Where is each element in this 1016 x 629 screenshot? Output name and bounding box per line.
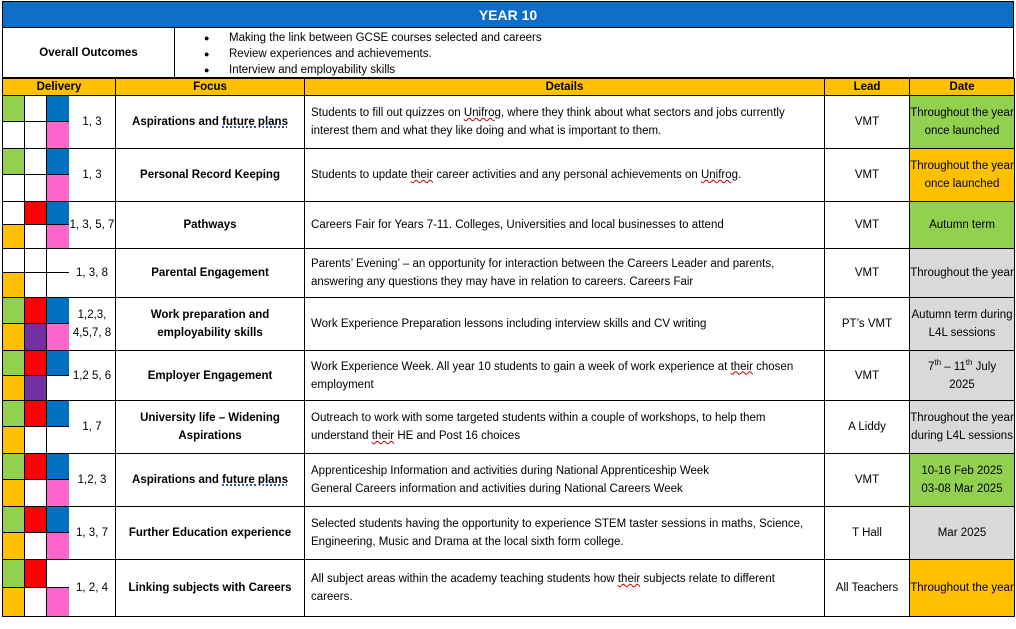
table-row bbox=[3, 202, 1015, 249]
date-part: 7 bbox=[927, 360, 935, 373]
delivery-swatch-green bbox=[3, 401, 25, 427]
focus-cell bbox=[116, 202, 305, 249]
delivery-swatch-blue bbox=[47, 202, 69, 225]
delivery-swatch-yellow bbox=[3, 225, 25, 248]
delivery-swatch-pink bbox=[47, 175, 69, 201]
delivery-swatch-blue bbox=[47, 351, 69, 376]
delivery-codes: 1, 3, 7 bbox=[69, 507, 116, 560]
date-cell: Throughout the year once launched bbox=[910, 96, 1015, 149]
details-cell bbox=[305, 454, 825, 507]
focus-cell bbox=[116, 96, 305, 149]
delivery-colour-grid bbox=[3, 560, 69, 617]
delivery-swatch-green bbox=[3, 149, 25, 175]
delivery-colour-grid bbox=[3, 149, 69, 202]
delivery-codes: 1,2 5, 6 bbox=[69, 351, 116, 401]
delivery-swatch-red bbox=[25, 454, 47, 480]
delivery-swatch-green bbox=[3, 560, 25, 588]
delivery-swatch-white bbox=[3, 122, 25, 148]
delivery-swatch-white bbox=[25, 480, 47, 506]
table-row bbox=[3, 96, 1015, 149]
delivery-swatch-pink bbox=[47, 225, 69, 248]
delivery-swatch-white bbox=[47, 376, 69, 401]
delivery-swatch-blue bbox=[47, 507, 69, 533]
date-cell: Mar 2025 bbox=[910, 507, 1015, 560]
date-part: July bbox=[972, 360, 997, 373]
delivery-swatch-blue bbox=[47, 298, 69, 324]
delivery-swatch-red bbox=[25, 202, 47, 225]
delivery-swatch-green bbox=[3, 507, 25, 533]
delivery-swatch-white bbox=[25, 122, 47, 148]
delivery-codes: 1,2, 3 bbox=[69, 454, 116, 507]
delivery-swatch-yellow bbox=[3, 480, 25, 506]
details-cell bbox=[305, 249, 825, 298]
delivery-swatch-pink bbox=[47, 324, 69, 350]
delivery-swatch-yellow bbox=[3, 533, 25, 559]
delivery-swatch-yellow bbox=[3, 324, 25, 350]
delivery-colour-grid bbox=[3, 351, 69, 401]
delivery-swatch-blue bbox=[47, 454, 69, 480]
delivery-codes: 1, 3 bbox=[69, 96, 116, 149]
year-10-careers-plan bbox=[2, 1, 1014, 617]
details-text: Students to update their career activities and any personal achievements on Unifrog. bbox=[311, 169, 742, 181]
focus-label: Aspirations and future plans bbox=[132, 474, 288, 486]
delivery-swatch-purple bbox=[25, 324, 47, 350]
lead-cell: A Liddy bbox=[825, 401, 910, 454]
header-date: Date bbox=[910, 79, 1015, 96]
lead-cell: VMT bbox=[825, 249, 910, 298]
delivery-swatch-white bbox=[25, 175, 47, 201]
table-row bbox=[3, 507, 1015, 560]
date-line: 10-16 Feb 2025 bbox=[921, 465, 1003, 477]
date-line: 2025 bbox=[949, 378, 975, 391]
delivery-swatch-white bbox=[25, 533, 47, 559]
outcomes-list bbox=[175, 28, 542, 77]
focus-cell bbox=[116, 298, 305, 351]
details-text: Work Experience Week. All year 10 students to gain a week of work experience at their chosen employment bbox=[311, 360, 794, 391]
details-cell bbox=[305, 560, 825, 617]
lead-cell: VMT bbox=[825, 454, 910, 507]
header-delivery: Delivery bbox=[3, 79, 116, 96]
lead-cell: T Hall bbox=[825, 507, 910, 560]
focus-cell bbox=[116, 454, 305, 507]
delivery-swatch-white bbox=[25, 225, 47, 248]
focus-label: Pathways bbox=[183, 219, 237, 231]
focus-label: Parental Engagement bbox=[151, 267, 269, 279]
details-text: Work Experience Preparation lessons including interview skills and CV writing bbox=[311, 318, 707, 330]
delivery-codes: 1, 7 bbox=[69, 401, 116, 454]
table-row bbox=[3, 454, 1015, 507]
details-cell bbox=[305, 202, 825, 249]
lead-cell: VMT bbox=[825, 149, 910, 202]
details-cell bbox=[305, 507, 825, 560]
table-row bbox=[3, 149, 1015, 202]
page-title: YEAR 10 bbox=[2, 1, 1014, 28]
delivery-swatch-white bbox=[3, 175, 25, 201]
date-cell bbox=[910, 454, 1015, 507]
table-row bbox=[3, 351, 1015, 401]
focus-label: Employer Engagement bbox=[147, 369, 273, 382]
header-focus: Focus bbox=[116, 79, 305, 96]
delivery-colour-grid bbox=[3, 96, 69, 149]
table-row bbox=[3, 560, 1015, 617]
delivery-swatch-green bbox=[3, 298, 25, 324]
lead-cell: VMT bbox=[825, 96, 910, 149]
outcome-item: ● Interview and employability skills bbox=[175, 62, 542, 78]
delivery-swatch-white bbox=[47, 560, 69, 588]
details-cell bbox=[305, 401, 825, 454]
outcome-item: ● Review experiences and achievements. bbox=[175, 46, 542, 62]
delivery-codes: 1, 3 bbox=[69, 149, 116, 202]
delivery-swatch-red bbox=[25, 298, 47, 324]
details-text: Parents’ Evening’ – an opportunity for interaction between the Careers Leader and parents, answering any questions they may have in relation to careers. Careers Fair bbox=[311, 258, 775, 288]
details-cell bbox=[305, 298, 825, 351]
details-line: General Careers information and activities during National Careers Week bbox=[311, 483, 683, 495]
delivery-codes: 1, 2, 4 bbox=[69, 560, 116, 617]
delivery-swatch-pink bbox=[47, 588, 69, 616]
focus-label: Work preparation and employability skills bbox=[150, 309, 270, 339]
delivery-swatch-yellow bbox=[3, 427, 25, 453]
delivery-swatch-white bbox=[47, 273, 69, 297]
delivery-colour-grid bbox=[3, 454, 69, 507]
date-part: th bbox=[965, 357, 973, 367]
focus-cell bbox=[116, 249, 305, 298]
focus-label: Personal Record Keeping bbox=[140, 169, 280, 181]
details-text: All subject areas within the academy teaching students how their subjects relate to different careers. bbox=[311, 573, 775, 603]
delivery-swatch-purple bbox=[25, 376, 47, 401]
date-part: – 11 bbox=[941, 360, 966, 373]
table-header bbox=[3, 79, 1015, 96]
delivery-swatch-blue bbox=[47, 149, 69, 175]
focus-cell bbox=[116, 507, 305, 560]
delivery-swatch-green bbox=[3, 351, 25, 376]
delivery-swatch-white bbox=[47, 427, 69, 453]
delivery-colour-grid bbox=[3, 507, 69, 560]
delivery-swatch-white bbox=[3, 202, 25, 225]
overall-outcomes bbox=[2, 28, 1014, 78]
date-cell: Autumn term during L4L sessions bbox=[910, 298, 1015, 351]
delivery-colour-grid bbox=[3, 249, 69, 298]
details-text: Students to fill out quizzes on Unifrog, where they think about what sectors and jobs currently interest them and what they like doing and what is important to them. bbox=[311, 107, 785, 137]
delivery-colour-grid bbox=[3, 202, 69, 249]
delivery-swatch-blue bbox=[47, 96, 69, 122]
delivery-codes: 1,2,3, 4,5,7, 8 bbox=[69, 298, 116, 351]
delivery-swatch-pink bbox=[47, 480, 69, 506]
lead-cell: VMT bbox=[825, 351, 910, 401]
focus-cell bbox=[116, 351, 305, 401]
lead-cell: All Teachers bbox=[825, 560, 910, 617]
table-row bbox=[3, 249, 1015, 298]
details-text: Outreach to work with some targeted students within a couple of workshops, to help them understand their HE and Post 16 choices bbox=[311, 412, 766, 442]
delivery-swatch-white bbox=[47, 249, 69, 273]
date-part: th bbox=[934, 357, 942, 367]
details-text: Selected students having the opportunity to experience STEM taster sessions in maths, Science, Engineering, Music and Drama at the local sixth form college. bbox=[311, 518, 804, 548]
delivery-colour-grid bbox=[3, 298, 69, 351]
focus-cell bbox=[116, 149, 305, 202]
delivery-colour-grid bbox=[3, 401, 69, 454]
delivery-swatch-yellow bbox=[3, 376, 25, 401]
focus-cell bbox=[116, 401, 305, 454]
delivery-codes: 1, 3, 5, 7 bbox=[69, 202, 116, 249]
details-line: Apprenticeship Information and activities during National Apprenticeship Week bbox=[311, 465, 710, 477]
delivery-swatch-red bbox=[25, 351, 47, 376]
details-text: Careers Fair for Years 7-11. Colleges, Universities and local businesses to attend bbox=[311, 219, 724, 231]
outcomes-label: Overall Outcomes bbox=[3, 28, 175, 77]
delivery-codes: 1, 3, 8 bbox=[69, 249, 116, 298]
header-details: Details bbox=[305, 79, 825, 96]
delivery-swatch-pink bbox=[47, 533, 69, 559]
delivery-swatch-white bbox=[3, 249, 25, 273]
details-cell bbox=[305, 149, 825, 202]
header-lead: Lead bbox=[825, 79, 910, 96]
date-cell: Throughout the year bbox=[910, 249, 1015, 298]
table-row bbox=[3, 298, 1015, 351]
delivery-swatch-white bbox=[25, 149, 47, 175]
lead-cell: PT’s VMT bbox=[825, 298, 910, 351]
focus-label: Further Education experience bbox=[128, 527, 292, 539]
date-line bbox=[910, 358, 1014, 376]
lead-cell: VMT bbox=[825, 202, 910, 249]
delivery-swatch-white bbox=[25, 427, 47, 453]
delivery-swatch-green bbox=[3, 454, 25, 480]
focus-label: Aspirations and future plans bbox=[132, 116, 288, 128]
delivery-swatch-red bbox=[25, 560, 47, 588]
delivery-swatch-green bbox=[3, 96, 25, 122]
date-cell: Throughout the year during L4L sessions bbox=[910, 401, 1015, 454]
delivery-swatch-red bbox=[25, 507, 47, 533]
outcome-item: ● Making the link between GCSE courses selected and careers bbox=[175, 30, 542, 46]
details-cell bbox=[305, 96, 825, 149]
delivery-table bbox=[2, 78, 1015, 617]
delivery-swatch-white bbox=[25, 96, 47, 122]
delivery-swatch-white bbox=[25, 273, 47, 297]
focus-label: University life – Widening Aspirations bbox=[140, 412, 280, 442]
delivery-swatch-blue bbox=[47, 401, 69, 427]
date-cell: Autumn term bbox=[910, 202, 1015, 249]
delivery-swatch-white bbox=[25, 588, 47, 616]
date-cell bbox=[910, 351, 1015, 401]
delivery-swatch-pink bbox=[47, 122, 69, 148]
delivery-swatch-yellow bbox=[3, 588, 25, 616]
date-cell: Throughout the year bbox=[910, 560, 1015, 617]
table-row bbox=[3, 401, 1015, 454]
focus-label: Linking subjects with Careers bbox=[128, 582, 292, 594]
delivery-swatch-white bbox=[25, 249, 47, 273]
focus-cell bbox=[116, 560, 305, 617]
details-cell bbox=[305, 351, 825, 401]
date-cell: Throughout the year once launched bbox=[910, 149, 1015, 202]
delivery-swatch-yellow bbox=[3, 273, 25, 297]
date-line: 03-08 Mar 2025 bbox=[921, 483, 1003, 495]
delivery-swatch-red bbox=[25, 401, 47, 427]
